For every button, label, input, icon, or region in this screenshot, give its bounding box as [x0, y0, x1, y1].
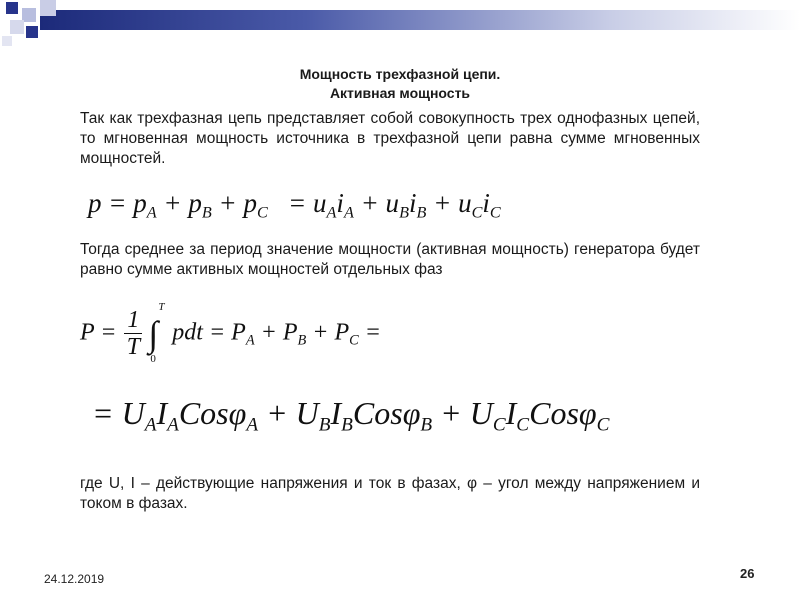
decor-square [22, 8, 36, 22]
footer-date: 24.12.2019 [44, 572, 105, 586]
formula-active-power: P = $\frac{1}{T}$ ∫ T 0 pdt = $P_A + P_B + P_C$ = [80, 300, 381, 365]
paragraph-definitions: где U, I – действующие напряжения и ток в фазах, φ – угол между напряжением и током в фазах. [80, 475, 700, 512]
formula-instant-power: $p = p_A + p_B + p_C = u_Ai_A + u_Bi_B + u_Ci_C$ [88, 188, 501, 222]
header-decoration [0, 0, 800, 50]
decor-square [6, 2, 18, 14]
slide-title-line2: Активная мощность [329, 85, 471, 101]
decor-square [2, 36, 12, 46]
paragraph-intro: Так как трехфазная цепь представляет собой совокупность трех однофазных цепей, то мгновенная мощность источника в трехфазной цепи равна сумме мгновенных мощностей. [80, 110, 700, 167]
formula-rms-power: = $U_AI_ACos\varphi_A + U_BI_BCos\varphi_B + U_CI_CCos\varphi_C$ [92, 395, 610, 436]
decor-square [10, 20, 24, 34]
header-gradient-bar [40, 10, 800, 30]
paragraph-average: Тогда среднее за период значение мощности (активная мощность) генератора будет равно сумме активных мощностей отдельных фаз [80, 241, 700, 278]
decor-square [26, 26, 38, 38]
page-number: 26 [740, 566, 755, 581]
decor-square [40, 0, 56, 16]
slide-title-line1: Мощность трехфазной цепи. [299, 66, 501, 82]
